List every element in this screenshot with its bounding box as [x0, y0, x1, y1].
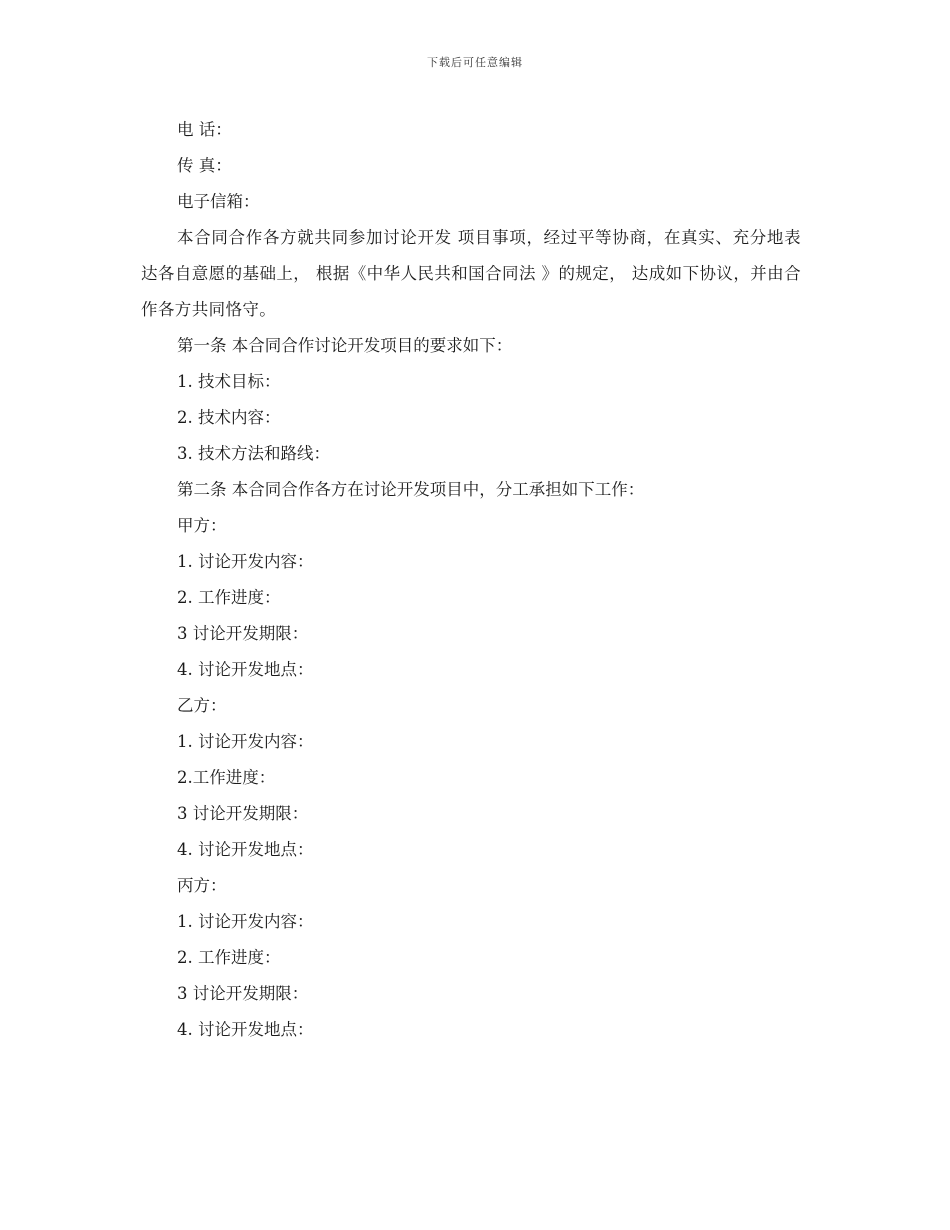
- article-1-item: 2. 技术内容：: [177, 408, 281, 427]
- phone-line: 电 话：: [177, 120, 232, 139]
- party-b-item: 4. 讨论开发地点：: [177, 840, 314, 859]
- party-a-item: 2. 工作进度：: [177, 588, 281, 607]
- document-body: [141, 112, 801, 1048]
- email-line: 电子信箱：: [177, 192, 260, 211]
- party-a-item: 1. 讨论开发内容：: [177, 552, 314, 571]
- party-c-item: 4. 讨论开发地点：: [177, 1020, 314, 1039]
- party-a-item: 3 讨论开发期限：: [177, 624, 309, 643]
- article-1-item: 1. 技术目标：: [177, 372, 281, 391]
- party-b-label: 乙方：: [177, 696, 227, 715]
- article-1-title: 第一条 本合同合作讨论开发项目的要求如下：: [177, 336, 513, 355]
- party-c-item: 3 讨论开发期限：: [177, 984, 309, 1003]
- fax-line: 传 真：: [177, 156, 232, 175]
- party-b-item: 1. 讨论开发内容：: [177, 732, 314, 751]
- party-c-label: 丙方：: [177, 876, 227, 895]
- party-a-item: 4. 讨论开发地点：: [177, 660, 314, 679]
- article-2-title: 第二条 本合同合作各方在讨论开发项目中，分工承担如下工作：: [177, 480, 645, 499]
- party-a-label: 甲方：: [177, 516, 227, 535]
- party-c-item: 1. 讨论开发内容：: [177, 912, 314, 931]
- party-c-item: 2. 工作进度：: [177, 948, 281, 967]
- intro-paragraph: 本合同合作各方就共同参加讨论开发 项目事项，经过平等协商，在真实、充分地表达各自意愿的基础上， 根据《中华人民共和国合同法 》的规定， 达成如下协议，并由合作各方共同恪守。: [141, 228, 801, 319]
- article-1-item: 3. 技术方法和路线：: [177, 444, 330, 463]
- page-header: 下载后可任意编辑: [427, 56, 523, 69]
- party-b-item: 3 讨论开发期限：: [177, 804, 309, 823]
- party-b-item: 2.工作进度：: [177, 768, 276, 787]
